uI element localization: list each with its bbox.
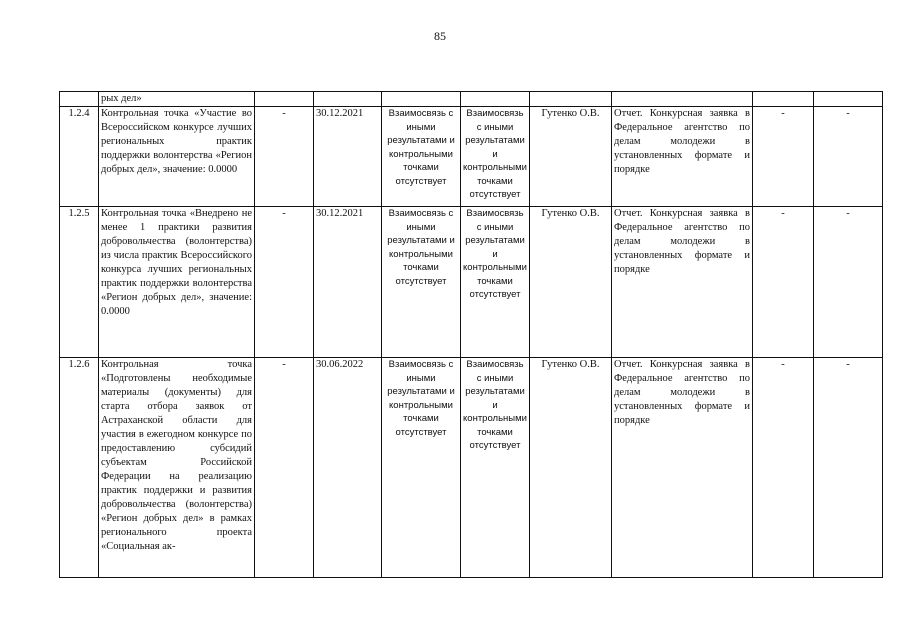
table-cell: - [814, 207, 883, 358]
end-date: 30.12.2021 [314, 107, 382, 207]
table-cell [461, 92, 530, 107]
table-cell: - [753, 207, 814, 358]
start-date: - [255, 358, 314, 578]
table-cell: - [814, 358, 883, 578]
table-row [60, 107, 883, 207]
page-number: 85 [434, 29, 446, 43]
table-row [60, 358, 883, 578]
row-number: 1.2.4 [60, 107, 99, 207]
table-cell [612, 92, 753, 107]
relation-cell: Взаимосвязь с иными результатами и контрольными точками отсутствует [461, 107, 530, 207]
table-row [60, 207, 883, 358]
table-cell [382, 92, 461, 107]
table-cell [255, 92, 314, 107]
relation-cell: Взаимосвязь с иными результатами и контрольными точками отсутствует [382, 107, 461, 207]
table-cell [814, 92, 883, 107]
relation-cell: Взаимосвязь с иными результатами и контрольными точками отсутствует [382, 358, 461, 578]
responsible-person: Гутенко О.В. [530, 107, 612, 207]
report-type: Отчет. Конкурсная заявка в Федеральное агентство по делам молодежи в установленных формате и порядке [612, 207, 753, 358]
row-number: 1.2.5 [60, 207, 99, 358]
responsible-person: Гутенко О.В. [530, 207, 612, 358]
table-cell: - [814, 107, 883, 207]
table-cell [530, 92, 612, 107]
start-date: - [255, 107, 314, 207]
table-row [60, 92, 883, 107]
control-point-name: Контрольная точка «Внедрено не менее 1 практики развития добровольчества (волонтерства) из числа практик Всероссийского конкурса лучших региональных практик поддержки волонтерства «Регион добрых дел», значение: 0.0000 [99, 207, 255, 358]
relation-cell: Взаимосвязь с иными результатами и контрольными точками отсутствует [382, 207, 461, 358]
responsible-person: Гутенко О.В. [530, 358, 612, 578]
relation-cell: Взаимосвязь с иными результатами и контрольными точками отсутствует [461, 207, 530, 358]
table-cell [60, 92, 99, 107]
report-type: Отчет. Конкурсная заявка в Федеральное агентство по делам молодежи в установленных формате и порядке [612, 358, 753, 578]
end-date: 30.12.2021 [314, 207, 382, 358]
row-number: 1.2.6 [60, 358, 99, 578]
table-cell: - [753, 358, 814, 578]
table-cell-carry-over: рых дел» [99, 92, 255, 107]
relation-cell: Взаимосвязь с иными результатами и контрольными точками отсутствует [461, 358, 530, 578]
table-cell: - [753, 107, 814, 207]
table-cell [753, 92, 814, 107]
start-date: - [255, 207, 314, 358]
report-type: Отчет. Конкурсная заявка в Федеральное агентство по делам молодежи в установленных формате и порядке [612, 107, 753, 207]
end-date: 30.06.2022 [314, 358, 382, 578]
control-point-name: Контрольная точка «Подготовлены необходимые материалы (документы) для старта отбора заявок от Астраханской области для участия в ежегодном конкурсе по предоставлению субсидий субъектам Российской Федерации на реализацию практик поддержки и развития добровольчества (волонтерства) «Регион добрых дел» в рамках регионального проекта «Социальная ак- [99, 358, 255, 578]
table-cell [314, 92, 382, 107]
control-point-name: Контрольная точка «Участие во Всероссийском конкурсе лучших региональных практик поддержки волонтерства «Регион добрых дел», значение: 0.0000 [99, 107, 255, 207]
document-table [59, 91, 883, 578]
